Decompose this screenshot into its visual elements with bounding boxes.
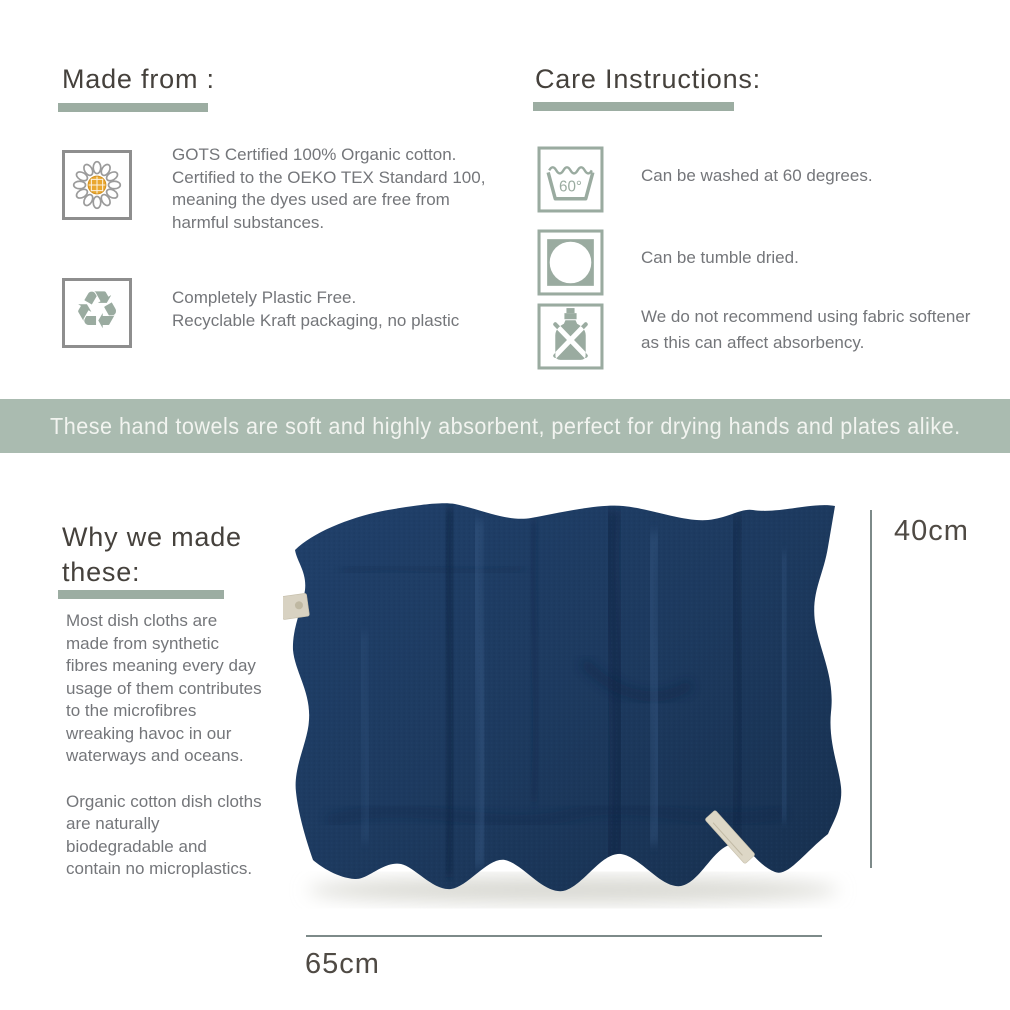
recycle-icon bbox=[62, 278, 132, 348]
made-from-heading: Made from : bbox=[62, 64, 215, 94]
why-heading: Why we made these: bbox=[62, 522, 242, 587]
wash-60-icon bbox=[537, 146, 604, 213]
banner-text: These hand towels are soft and highly absorbent, perfect for drying hands and plates alike. bbox=[49, 412, 961, 439]
why-paragraphs bbox=[66, 610, 262, 904]
wash-temp-label: 60° bbox=[558, 178, 583, 196]
fabric-softener-description: We do not recommend using fabric softener as this can affect absorbency. bbox=[641, 307, 971, 352]
why-underline bbox=[58, 590, 224, 599]
towel-tag-left bbox=[283, 593, 310, 620]
plastic-free-description bbox=[172, 287, 532, 332]
care-instructions-heading: Care Instructions: bbox=[535, 64, 761, 94]
recycle-glyph: ♻ bbox=[73, 281, 121, 341]
plastic-free-line-2: Recyclable Kraft packaging, no plastic bbox=[172, 310, 460, 330]
width-dimension-line bbox=[306, 935, 822, 937]
width-dimension-label: 65cm bbox=[305, 948, 380, 980]
wash-description: Can be washed at 60 degrees. bbox=[641, 166, 873, 185]
height-dimension-label: 40cm bbox=[894, 515, 969, 547]
no-fabric-softener-icon bbox=[537, 303, 604, 370]
organic-cotton-icon bbox=[62, 150, 132, 220]
tumble-dry-icon bbox=[537, 229, 604, 296]
height-dimension-line bbox=[870, 510, 872, 868]
why-paragraph-2: Organic cotton dish cloths are naturally biodegradable and contain no microplastics. bbox=[66, 791, 262, 878]
towel-photo bbox=[283, 492, 863, 910]
made-from-underline bbox=[58, 103, 208, 112]
highlight-banner bbox=[0, 399, 1010, 453]
plastic-free-line-1: Completely Plastic Free. bbox=[172, 288, 357, 307]
cotton-description: GOTS Certified 100% Organic cotton. Certified to the OEKO TEX Standard 100, meaning the dyes used are free from harmful substances. bbox=[172, 145, 486, 232]
tumble-dry-description: Can be tumble dried. bbox=[641, 248, 799, 267]
care-instructions-underline bbox=[533, 102, 734, 111]
why-paragraph-1: Most dish cloths are made from synthetic fibres meaning every day usage of them contributes to the microfibres wreaking havoc in our waterways and oceans. bbox=[66, 611, 262, 765]
